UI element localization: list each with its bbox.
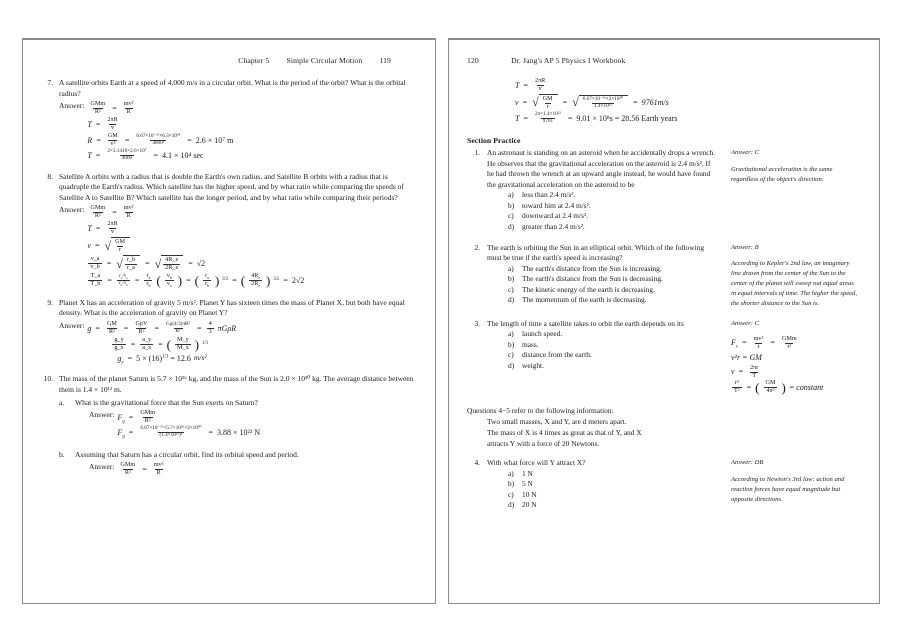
- frac-num: 2×3.1416×2.6×10⁷: [107, 147, 147, 154]
- math-result: 4.1 × 10⁴ sec: [162, 150, 204, 160]
- frac-den: R²: [108, 328, 115, 336]
- choice-label: a): [508, 468, 514, 478]
- frac-num: 2π×1.4×10¹²: [534, 110, 561, 117]
- frac-num: 4R_e: [165, 256, 179, 264]
- frac-num: Gρ(4/3)πR³: [165, 321, 191, 328]
- frac-den: r: [546, 102, 549, 110]
- frac-num: GMm: [140, 409, 156, 417]
- problem-8: [41, 172, 415, 289]
- page-number-right: 120: [467, 56, 479, 65]
- problem-9: [41, 298, 415, 365]
- frac-num: r_b: [126, 256, 136, 264]
- math-result: 2.6 × 10⁷ m: [195, 135, 234, 145]
- problem-7-math: [87, 100, 233, 162]
- choice-text: distance from the earth.: [522, 350, 592, 360]
- math-row: $F_c$ = $\frac{\text{mv²}}{r}$ = $\frac{\text{GMm}}{\text{r²}}$: [731, 334, 797, 350]
- question-4: [467, 458, 859, 511]
- frac-num: GM: [765, 379, 776, 387]
- question-2: [467, 243, 859, 309]
- math-row: T = $\frac{\text{2π×1.4×10¹²}}{9761}$ = 9.01 × 10⁸s = 28.56 Earth years: [515, 110, 678, 124]
- frac-den: v: [538, 84, 542, 92]
- math-row: $\frac{g\_y}{g\_x}$ = $\frac{a\_y}{a\_x}$ = ( $\frac{M\_y}{M\_x}$ ) 1/3: [114, 335, 208, 352]
- math-symbol: v: [515, 97, 519, 107]
- frac-num: 6.67×10⁻¹¹×5.7×10²⁶×2×10³⁰: [140, 425, 202, 432]
- intro-line-1: Two small masses, X and Y, are d meters apart.: [487, 417, 627, 427]
- sqrt: √ $\frac{GM}{r}$: [105, 237, 131, 254]
- math-result: 9.01 × 10⁸s = 28.56 Earth years: [576, 113, 678, 123]
- choice-text: The kinetic energy of the earth is decreasing.: [522, 284, 655, 294]
- part-b-answer: [75, 461, 415, 478]
- math-row: [731, 352, 859, 364]
- choice-text: The momentum of the earth is decreasing.: [522, 295, 647, 305]
- running-head-title: Simple Circular Motion: [286, 56, 363, 65]
- question-1-sidebar: [719, 148, 859, 232]
- problem-8-math: [87, 204, 304, 288]
- math-result: √2: [196, 258, 206, 268]
- math-symbol: R: [87, 135, 93, 145]
- frac-num: GMm: [120, 461, 136, 469]
- math-row: g = $\frac{GM}{\text{R²}}$ = $\frac{\text{GρV}}{\text{R²}}$ = $\frac{\text{Gρ(4/3)πR³}}{\text{R²}}$ = $\frac{4}{3}$ πGρR: [87, 320, 237, 336]
- frac-num: GMm: [90, 100, 106, 108]
- math-result: 2√2: [291, 275, 305, 285]
- math-row: T = $\frac{2\pi R}{v}$: [87, 220, 118, 236]
- choice-text: 1 N: [522, 468, 533, 478]
- choice-text: 10 N: [522, 489, 537, 499]
- math-symbol: g: [87, 323, 92, 333]
- frac-num: GM: [107, 132, 118, 140]
- problem-7-answer-label: Answer:: [59, 101, 85, 111]
- frac-den: R²: [175, 328, 181, 335]
- choice-text: launch speed.: [522, 329, 563, 339]
- problem-9-number: 9.: [47, 297, 53, 307]
- math-row: $\frac{\text{r³}}{\text{T²}}$ = ( $\frac{GM}{\text{4π²}}$ ) = constant: [734, 379, 824, 396]
- sqrt: √ $\frac{4R\_e}{2R\_e}$: [155, 255, 184, 272]
- math-symbol: $F_g$: [117, 427, 125, 440]
- choice-label: a): [508, 263, 514, 273]
- question-2-note: According to Kepler's 2nd law, an imaginary line drawn from the center of the Sun to the center of the planet will sweep out equal areas in equal intervals of time. The higher the speed, the shorter distance to the Sun is.: [731, 260, 857, 307]
- frac-den: T_b: [90, 279, 101, 287]
- choice-d[interactable]: [487, 500, 719, 511]
- frac-num: mv²: [153, 461, 164, 469]
- page-number-left: 119: [379, 56, 391, 65]
- frac-num: M_y: [177, 335, 189, 343]
- choice-label: d): [508, 500, 515, 510]
- problem-9-answer-label: Answer:: [59, 321, 85, 331]
- choice-a[interactable]: [487, 329, 719, 340]
- frac-den: 4π²: [766, 387, 775, 395]
- choice-a[interactable]: [487, 264, 719, 275]
- part-b-answer-label: Answer:: [89, 462, 115, 472]
- math-row: v = $\frac{2\pi r}{T}$: [731, 363, 759, 379]
- frac-den: R²: [94, 212, 101, 220]
- frac-den: R: [156, 469, 161, 477]
- math-symbol: $F_c$: [731, 338, 739, 350]
- frac-den: r_a: [126, 264, 135, 272]
- intro-line-2: The mass of X is 4 times as great as that of Y, and X: [487, 427, 642, 437]
- book-title: Dr. Jang's AP 5 Physics I Workbook: [511, 56, 626, 65]
- frac-den: R²: [124, 469, 131, 477]
- choice-text: downward at 2.4 m/s².: [522, 211, 589, 221]
- section-practice-title: Section Practice: [467, 136, 521, 146]
- choice-label: d): [508, 295, 515, 305]
- choice-label: b): [508, 200, 515, 210]
- problem-8-text: Satellite A orbits with a radius that is double the Earth's own radius, and Satellite B orbits with a radius that is quadruple the Earth's radius. Which satellite has the higher speed, and by what ratio while comparing the speeds of Satellite A to Satellite B? Which satellite has the longer period, and by what ratio while comparing their periods?: [59, 171, 404, 202]
- math-row: $F_g$ = $\frac{\text{GMm}}{\text{R²}}$: [117, 409, 156, 425]
- choice-text: toward him at 2.4 m/s².: [522, 200, 591, 210]
- intro-lead: Questions 4−5 refer to the following information:: [467, 406, 614, 416]
- choice-label: c): [508, 211, 514, 221]
- frac-den: 9761: [542, 117, 554, 124]
- choice-b[interactable]: [487, 201, 719, 212]
- frac-num: GM: [542, 94, 553, 102]
- choice-label: a): [508, 190, 514, 200]
- math-row: $g_y$ = $5 \times (16)^{1/3} = 12.6$ m/s²: [117, 353, 207, 366]
- frac-num: GMm: [781, 334, 797, 342]
- choice-b[interactable]: [487, 340, 719, 351]
- frac-num: GMm: [90, 204, 106, 212]
- choice-a[interactable]: [487, 190, 719, 201]
- frac-den: T²: [734, 387, 740, 395]
- choice-label: c): [508, 350, 514, 360]
- question-4-number: 4.: [474, 458, 480, 468]
- frac-num: g_y: [114, 335, 124, 343]
- page-right-120: [448, 38, 880, 604]
- problem-10-part-a: [59, 398, 415, 440]
- part-a-text: What is the gravitational force that the Sun exerts on Saturn?: [75, 397, 258, 407]
- question-3: [467, 319, 859, 397]
- frac-den: g_x: [114, 343, 124, 351]
- math-symbol: T: [87, 150, 92, 160]
- frac-den: 4000: [121, 154, 133, 161]
- part-b-label: b.: [59, 449, 65, 459]
- problem-9-math: [87, 320, 236, 365]
- sqrt: √ $\frac{r\_b}{r\_a}$: [116, 255, 140, 272]
- choice-text: greater than 2.4 m/s².: [522, 221, 585, 231]
- problem-10-text: The mass of the planet Saturn is 5.7 × 10²⁶ kg, and the mass of the Sun is 2.0 × 10³⁰ kg. The average distance between them is 1.4 × 10¹² m.: [59, 374, 414, 394]
- problem-7: [41, 78, 415, 163]
- math-row: $\frac{\text{GMm}}{\text{R²}}$ = $\frac{\text{mv²}}{R}$: [90, 100, 134, 116]
- choice-text: The earth's distance from the Sun is decreasing.: [522, 274, 663, 284]
- running-head-left: [41, 56, 415, 65]
- frac-den: R²: [138, 328, 145, 336]
- question-3-side-math: [731, 336, 859, 396]
- math-row: $\frac{\text{GMm}}{\text{R²}}$ = $\frac{\text{mv²}}{R}$: [90, 204, 134, 220]
- frac-den: (1.4×10¹²)²: [159, 431, 183, 438]
- question-2-text: The earth is orbiting the Sun in an elliptical orbit. Which of the following must be true if the earth's speed is increasing?: [487, 242, 705, 263]
- choice-text: mass.: [522, 339, 539, 349]
- choice-text: 5 N: [522, 479, 533, 489]
- math-symbol: $F_g$: [117, 412, 125, 425]
- frac-num: mv²: [123, 204, 134, 212]
- math-row: $\frac{\text{GMm}}{\text{R²}}$ = $\frac{\text{mv²}}{R}$: [120, 461, 164, 477]
- choice-d[interactable]: [487, 361, 719, 372]
- frac-den: 1.4×10¹²: [594, 102, 612, 109]
- math-symbol: T: [87, 119, 92, 129]
- problem-8-number: 8.: [47, 171, 53, 181]
- frac-num: GρV: [135, 320, 148, 328]
- question-1-text: An astronaut is standing on an asteroid when he accidentally drops a wrench. He observes that the gravitational acceleration on the asteroid is 2.4 m/s². If he had thrown the wrench at an upward angle instead, he would have found the gravitational acceleration on the asteroid to be: [487, 148, 716, 189]
- frac-num: 2πR: [107, 116, 118, 124]
- frac-den: r²: [787, 342, 792, 350]
- problem-8-answer-label: Answer:: [59, 205, 85, 215]
- problem-9-text: Planet X has an acceleration of gravity 5 m/s². Planet Y has sixteen times the mass of Planet X, but both have equal density. What is the acceleration of gravity on Planet Y?: [59, 297, 405, 318]
- math-row: $\frac{v\_a}{v\_b}$ = √ $\frac{r\_b}{r\_a}$ = √ $\frac{4R\_e}{2R\_e}$ = √2: [90, 255, 206, 272]
- choice-label: b): [508, 274, 515, 284]
- math-symbol: v: [731, 367, 735, 377]
- frac-den: v: [111, 124, 115, 132]
- question-4-text: With what force will Y attract X?: [487, 458, 586, 468]
- frac-den: r: [757, 342, 760, 350]
- problem-7-text: A satellite orbits Earth at a speed of 4,000 m/s in a circular orbit. What is the period of the orbit? What is the orbital radius?: [59, 78, 406, 98]
- math-row: v = √ $\frac{GM}{r}$: [87, 237, 304, 254]
- frac-den: 2R_e: [165, 264, 179, 272]
- frac-den: 4000²: [152, 139, 165, 146]
- question-4-answer: Answer: DB: [731, 459, 764, 467]
- frac-num: 2πR: [107, 220, 118, 228]
- choice-c[interactable]: [487, 211, 719, 222]
- frac-den: v_b: [90, 263, 100, 271]
- choice-text: The earth's distance from the Sun is increasing.: [522, 263, 662, 273]
- math-row: $F_g$ = $\frac{\text{6.67×10⁻¹¹×5.7×10²⁶×2×10³⁰}}{\text{(1.4×10¹²)²}}$ = 3.88 × 10²² N: [117, 425, 261, 440]
- question-2-choices: [487, 264, 719, 306]
- choice-text: weight.: [522, 360, 544, 370]
- question-3-sidebar: [719, 319, 859, 397]
- math-result: 3.88 × 10²² N: [217, 427, 261, 437]
- frac-den: R²: [94, 108, 101, 116]
- choice-label: b): [508, 479, 515, 489]
- question-2-number: 2.: [474, 242, 480, 252]
- part-a-label: a.: [59, 397, 65, 407]
- problem-10: [41, 374, 415, 478]
- choice-label: c): [508, 489, 514, 499]
- choice-text: less than 2.4 m/s².: [522, 190, 576, 200]
- choice-b[interactable]: [487, 479, 719, 490]
- question-3-choices: [487, 329, 719, 371]
- math-row: R = $\frac{GM}{\text{v²}}$ = $\frac{\text{6.67×10⁻¹¹×6.3×10²⁴}}{\text{4000²}}$ = 2.6 × 10⁷ m: [87, 132, 234, 147]
- frac-den: r: [119, 246, 122, 254]
- problem-7-answer: [59, 100, 415, 162]
- part-a-math: [117, 409, 260, 440]
- math-row: T = $\frac{2\pi R}{v}$: [515, 77, 546, 92]
- frac-num: T_a: [90, 271, 101, 279]
- part-a-answer-label: Answer:: [89, 410, 115, 420]
- math-symbol: v: [87, 240, 91, 250]
- question-1-number: 1.: [474, 148, 480, 158]
- choice-d[interactable]: [487, 295, 719, 306]
- math-row: T = $\frac{\text{2×3.1416×2.6×10⁷}}{4000}$ = 4.1 × 10⁴ sec: [87, 147, 204, 161]
- intro-line-3: attracts Y with a force of 20 Newtons.: [487, 438, 600, 448]
- frac-num: 2πR: [534, 77, 546, 84]
- choice-c[interactable]: [487, 490, 719, 501]
- question-2-answer: Answer: B: [731, 243, 759, 251]
- math-result: 9761m/s: [641, 97, 669, 107]
- frac-num: 6.67×10⁻¹¹×2×10³⁰: [582, 96, 624, 102]
- frac-num: r³: [734, 379, 739, 387]
- math-symbol: T: [515, 80, 520, 90]
- frac-den: T: [752, 371, 757, 379]
- math-result: = constant: [788, 382, 824, 392]
- frac-num: mv²: [753, 334, 764, 342]
- questions-4-5-intro: [467, 406, 859, 449]
- frac-num: v_a: [90, 255, 100, 263]
- question-1: [467, 148, 859, 232]
- choice-label: b): [508, 339, 515, 349]
- question-3-answer: Answer: C: [731, 319, 760, 327]
- math-row: $\frac{T\_a}{T\_b}$ = $\frac{r_a/v_a}{r_b/v_b}$ = $\frac{r_a}{r_b}$ ( $\frac{v_b}{v_a}$ ) = ( $\frac{r_a}{r_b}$ ) 3/2 = ( $\frac{4R_e}{2R_e}$ ) 3/2 = 2√2: [90, 271, 305, 289]
- choice-label: d): [508, 360, 515, 370]
- frac-num: GM: [106, 320, 117, 328]
- problem-10-part-b: [59, 450, 415, 479]
- running-head-right: [467, 56, 859, 65]
- frac-num: mv²: [123, 100, 134, 108]
- problem-9-answer: [59, 320, 415, 365]
- question-1-answer: Answer: C: [731, 149, 760, 157]
- frac-den: a_x: [142, 343, 152, 351]
- question-4-sidebar: [719, 458, 859, 511]
- sqrt: √ $\frac{GM}{r}$: [532, 94, 558, 111]
- part-b-text: Assuming that Saturn has a circular orbit, find its orbital speed and period.: [75, 449, 299, 459]
- choice-c[interactable]: [487, 350, 719, 361]
- math-equation: v²r = GM: [731, 352, 762, 362]
- question-1-choices: [487, 190, 719, 232]
- choice-label: d): [508, 221, 515, 231]
- frac-den: R²: [144, 417, 151, 425]
- part-a-answer: [75, 409, 415, 440]
- math-symbol: T: [87, 224, 92, 234]
- sqrt: √ $\frac{\text{6.67×10⁻¹¹×2×10³⁰}}{\text{1.4×10¹²}}$: [572, 95, 628, 110]
- frac-num: GM: [115, 238, 126, 246]
- math-row: v = √ $\frac{GM}{r}$ = √ $\frac{\text{6.67×10⁻¹¹×2×10³⁰}}{\text{1.4×10¹²}}$ = 9761m/s: [515, 94, 669, 110]
- choice-text: 20 N: [522, 500, 537, 510]
- frac-den: v²: [110, 139, 116, 147]
- problem-8-answer: [59, 204, 415, 288]
- math-symbol: T: [515, 113, 520, 123]
- frac-den: R: [126, 108, 131, 116]
- frac-den: M_x: [177, 343, 189, 351]
- frac-den: v: [111, 228, 115, 236]
- question-4-note: According to Newton's 3rd law: action and reaction forces have equal magnitude but opposite directions.: [731, 476, 845, 503]
- math-row: T = $\frac{2\pi R}{v}$: [87, 116, 118, 132]
- choice-c[interactable]: [487, 285, 719, 296]
- choice-label: c): [508, 284, 514, 294]
- frac-num: a_y: [142, 335, 152, 343]
- choice-a[interactable]: [487, 469, 719, 480]
- choice-b[interactable]: [487, 274, 719, 285]
- choice-d[interactable]: [487, 222, 719, 233]
- frac-den: R: [126, 212, 131, 220]
- question-3-number: 3.: [474, 318, 480, 328]
- choice-label: a): [508, 329, 514, 339]
- problem-7-number: 7.: [47, 78, 53, 87]
- question-1-note: Gravitational acceleration is the same regardless of the object's direction.: [731, 166, 833, 184]
- frac-num: 6.67×10⁻¹¹×6.3×10²⁴: [136, 133, 181, 140]
- frac-num: 2πr: [750, 363, 759, 371]
- question-4-choices: [487, 469, 719, 511]
- running-head-chapter: Chapter 5: [238, 56, 270, 65]
- problem-10-number: 10.: [43, 374, 53, 384]
- page-left-119: [22, 38, 436, 604]
- question-2-sidebar: [719, 243, 859, 309]
- continued-math: [467, 78, 859, 124]
- question-3-text: The length of time a satellite takes to orbit the earth depends on its: [487, 318, 684, 328]
- math-result: πGρR: [217, 323, 237, 333]
